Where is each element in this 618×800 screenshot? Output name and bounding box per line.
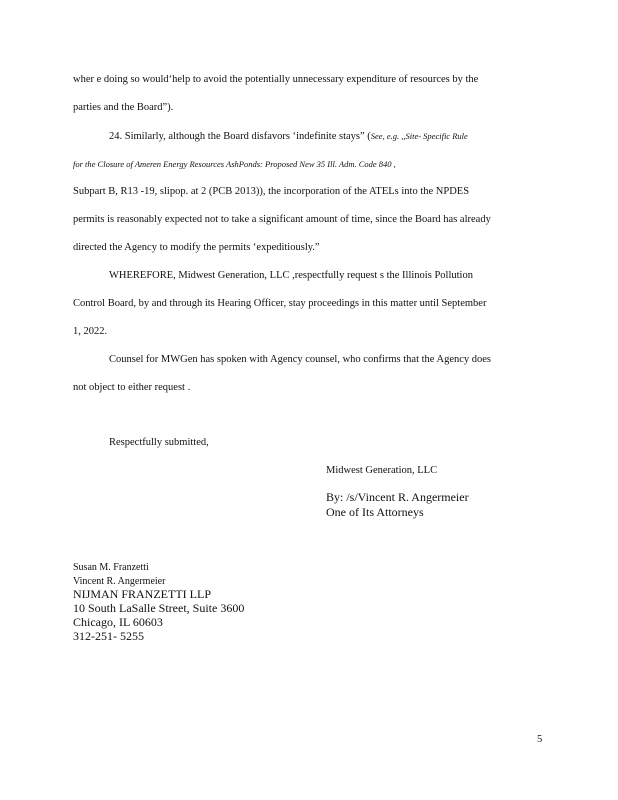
party-name: Midwest Generation, LLC [326,465,438,476]
citation-line-2: for the Closure of Ameren Energy Resources AshPonds: Proposed New 35 Ill. Adm. Code 840 , [73,159,396,169]
body-line-2: parties and the Board”). [73,102,174,113]
address-name-1: Susan M. Franzetti [73,562,149,573]
body-line-5: permits is reasonably expected not to take a significant amount of time, since the Board has already [73,214,491,225]
address-street: 10 South LaSalle Street, Suite 3600 [73,601,245,615]
address-city: Chicago, IL 60603 [73,615,163,629]
address-phone: 312-251- 5255 [73,629,144,643]
counsel-line: Counsel for MWGen has spoken with Agency counsel, who confirms that the Agency does [109,354,492,365]
signature-role: One of Its Attorneys [326,505,424,519]
page-number: 5 [537,734,543,745]
signature-by-line: By: /s/Vincent R. Angermeier [326,490,469,504]
wherefore-line: WHEREFORE, Midwest Generation, LLC ,respectfully request s the Illinois Pollution [109,270,473,281]
paragraph-24-start: 24. Similarly, although the Board disfavors ‘indefinite stays” ( [109,131,371,142]
body-line-1: wher e doing so would‘help to avoid the potentially unnecessary expenditure of resources by the [73,74,479,85]
address-firm: NIJMAN FRANZETTI LLP [73,587,211,601]
body-line-8: Control Board, by and through its Hearing Officer, stay proceedings in this matter until September [73,298,487,309]
citation-italic: See, e.g. ,,Site- Specific Rule [370,131,468,141]
body-line-4: Subpart B, R13 -19, slipop. at 2 (PCB 2013)), the incorporation of the ATELs into the NPDES [73,186,470,197]
body-line-6: directed the Agency to modify the permits ‘expeditiously.” [73,242,320,253]
body-line-11: not object to either request . [73,382,191,393]
body-line-9: 1, 2022. [73,326,108,337]
body-line-3 [109,129,574,144]
address-name-2: Vincent R. Angermeier [73,576,166,587]
respectfully-submitted: Respectfully submitted, [109,437,209,448]
